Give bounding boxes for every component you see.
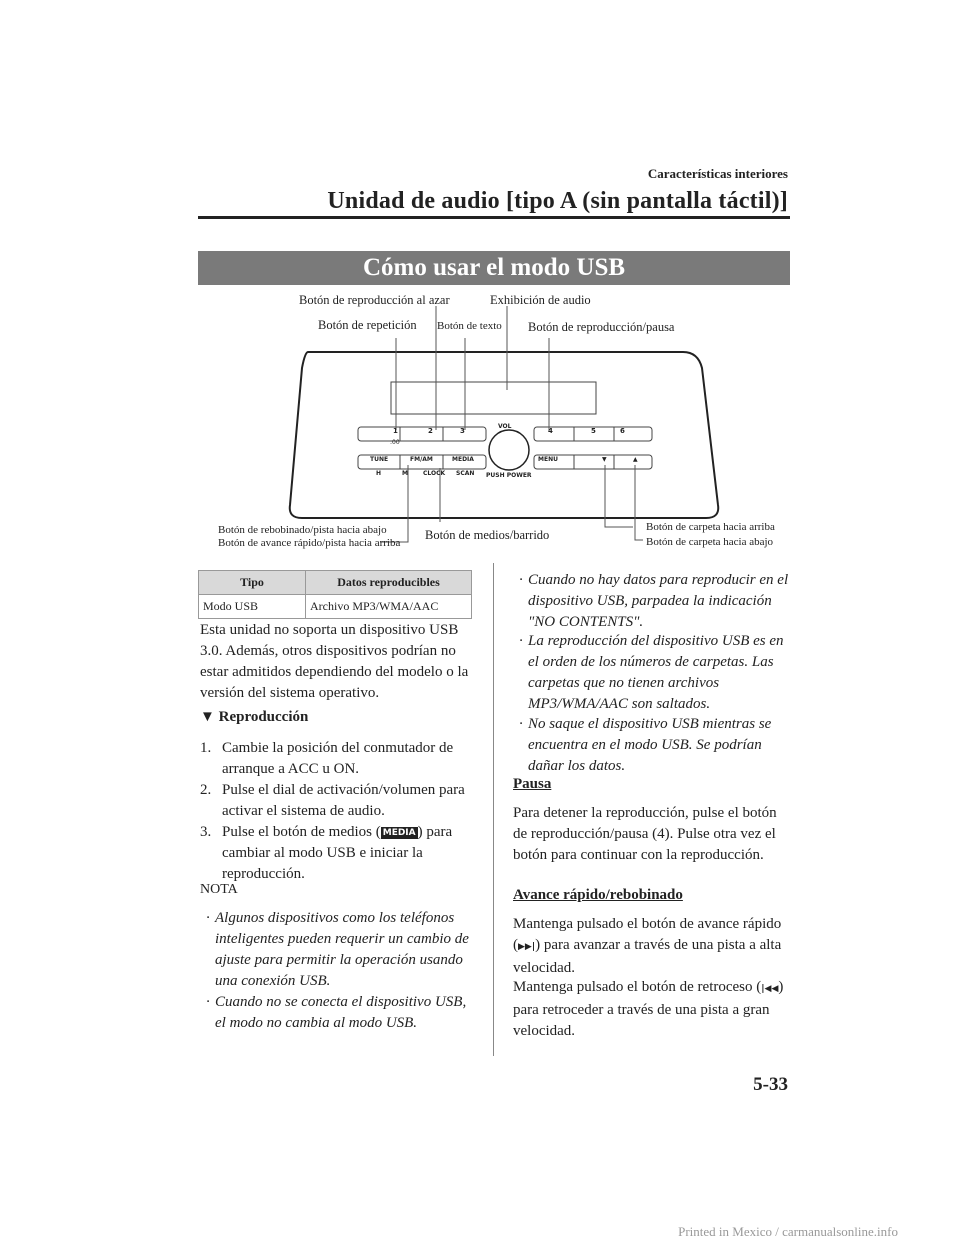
- table-header: Tipo: [199, 571, 306, 595]
- section-title: Características interiores: [647, 166, 788, 181]
- callout-shuffle: Botón de reproducción al azar: [299, 293, 450, 307]
- note-text: Cuando no hay datos para reproducir en el dispositivo USB, parpadea la indicación "NO CONTENTS".: [528, 572, 789, 630]
- page-title: Unidad de audio [tipo A (sin pantalla táctil)]: [327, 188, 788, 214]
- bullet-icon: ·: [206, 994, 210, 1010]
- callout-media-scan: Botón de medios/barrido: [425, 528, 550, 542]
- table-cell: Archivo MP3/WMA/AAC: [306, 595, 472, 619]
- m-label: M: [402, 470, 408, 477]
- callout-ffwd: Botón de avance rápido/pista hacia arriba: [218, 537, 401, 549]
- volume-knob: [489, 430, 529, 470]
- callout-repeat: Botón de repetición: [318, 318, 417, 332]
- table-cell: Modo USB: [199, 595, 306, 619]
- playable-data-table: [198, 570, 472, 619]
- h-label: H: [376, 470, 382, 477]
- callout-folder-down: Botón de carpeta hacia abajo: [646, 536, 774, 548]
- media-button[interactable]: MEDIA: [452, 456, 474, 463]
- intro-paragraph: Esta unidad no soporta un dispositivo USB 3.0. Además, otros dispositivos podrían no estar admitidos dependiendo del modelo o la versión del sistema operativo.: [200, 622, 469, 701]
- note-item: [519, 631, 791, 715]
- folder-up-arrow[interactable]: ▲: [633, 456, 638, 463]
- preset-3[interactable]: 3: [460, 427, 465, 435]
- ff-text: Mantenga pulsado el botón de avance rápido (: [513, 916, 782, 953]
- rw-text: ) para retroceder a través de una pista a gran velocidad.: [513, 979, 784, 1039]
- fm-am-button[interactable]: FM/AM: [410, 456, 433, 463]
- rewind-icon: |◀◀: [761, 984, 779, 994]
- note-item: [206, 992, 476, 1034]
- nota-label: NOTA: [200, 882, 238, 897]
- step-number: 3.: [200, 824, 212, 840]
- step-1: [200, 738, 475, 780]
- preset-2[interactable]: 2: [428, 427, 433, 435]
- bullet-icon: ·: [519, 716, 523, 732]
- step-text: Cambie la posición del conmutador de arranque a ACC u ON.: [222, 740, 454, 777]
- heading-text: Reproducción: [218, 709, 309, 725]
- step-text-part: Pulse el botón de medios (: [222, 824, 381, 840]
- step-number: 1.: [200, 740, 212, 756]
- callout-play-pause: Botón de reproducción/pausa: [528, 320, 675, 334]
- push-power-label: PUSH POWER: [486, 472, 532, 479]
- folder-down-arrow[interactable]: ▼: [602, 456, 607, 463]
- step-number: 2.: [200, 782, 212, 798]
- callout-display: Exhibición de audio: [490, 293, 591, 307]
- preset-row-left: [358, 427, 486, 441]
- clock-label: CLOCK: [423, 470, 446, 477]
- preset-5[interactable]: 5: [591, 427, 596, 435]
- callout-rewind: Botón de rebobinado/pista hacia abajo: [218, 524, 387, 536]
- tune-button[interactable]: TUNE: [370, 456, 389, 463]
- note-item: [519, 570, 791, 633]
- bullet-icon: ·: [519, 633, 523, 649]
- preset-4[interactable]: 4: [548, 427, 553, 435]
- scan-label: SCAN: [456, 470, 475, 477]
- menu-button[interactable]: MENU: [538, 456, 558, 463]
- step-text: [200, 822, 475, 885]
- note-text: La reproducción del dispositivo USB es en el orden de los números de carpetas. Las carpetas que no tienen archivos MP3/WMA/AAC son saltados.: [528, 633, 784, 712]
- vol-label: VOL: [498, 423, 512, 430]
- note-item: [206, 908, 476, 992]
- unit-outline: [290, 352, 719, 518]
- bullet-icon: ·: [206, 910, 210, 926]
- media-icon: MEDIA: [382, 828, 416, 838]
- pause-paragraph: Para detener la reproducción, pulse el botón de reproducción/pausa (4). Pulse otra vez el botón para continuar con la reproducción.: [513, 805, 777, 863]
- section-banner: Cómo usar el modo USB: [198, 251, 790, 285]
- table-header-row: [199, 571, 472, 595]
- ff-heading: Avance rápido/rebobinado: [513, 887, 683, 903]
- callout-text: Botón de texto: [437, 320, 502, 332]
- heading-marker-icon: ▼: [200, 709, 215, 725]
- ff-paragraph: [513, 914, 791, 979]
- fast-forward-icon: ▶▶|: [518, 942, 536, 952]
- note-text: No saque el dispositivo USB mientras se encuentra en el modo USB. Se podrían dañar los datos.: [528, 716, 772, 774]
- step-2: [200, 780, 475, 822]
- step-text-part: ) para cambiar al modo USB e iniciar la reproducción.: [222, 824, 453, 882]
- header-rule: [198, 216, 790, 219]
- bullet-icon: ·: [519, 572, 523, 588]
- note-item: [519, 714, 791, 777]
- column-divider: [493, 563, 494, 1056]
- preset-6[interactable]: 6: [620, 427, 625, 435]
- note-text: Algunos dispositivos como los teléfonos inteligentes pueden requerir un cambio de ajuste para permitir la operación usando una conexión USB.: [215, 910, 469, 989]
- rw-paragraph: [513, 977, 791, 1042]
- page-number: 5-33: [753, 1074, 788, 1095]
- audio-unit-diagram: [198, 290, 790, 555]
- callout-folder-up: Botón de carpeta hacia arriba: [646, 521, 775, 533]
- note-text: Cuando no se conecta el dispositivo USB, el modo no cambia al modo USB.: [215, 994, 467, 1031]
- table-row: [199, 595, 472, 619]
- reproduction-heading: [200, 709, 308, 726]
- preset-1[interactable]: 1: [393, 427, 398, 435]
- pause-heading: Pausa: [513, 776, 552, 792]
- audio-display: [391, 382, 596, 414]
- step-3: [200, 822, 475, 885]
- clock-colon: :00: [390, 439, 400, 446]
- ff-text: ) para avanzar a través de una pista a alta velocidad.: [513, 937, 782, 976]
- step-text: Pulse el dial de activación/volumen para activar el sistema de audio.: [222, 782, 465, 819]
- table-header: Datos reproducibles: [306, 571, 472, 595]
- rw-text: Mantenga pulsado el botón de retroceso (: [513, 979, 762, 995]
- watermark-footer[interactable]: Printed in Mexico / carmanualsonline.info: [678, 1224, 898, 1239]
